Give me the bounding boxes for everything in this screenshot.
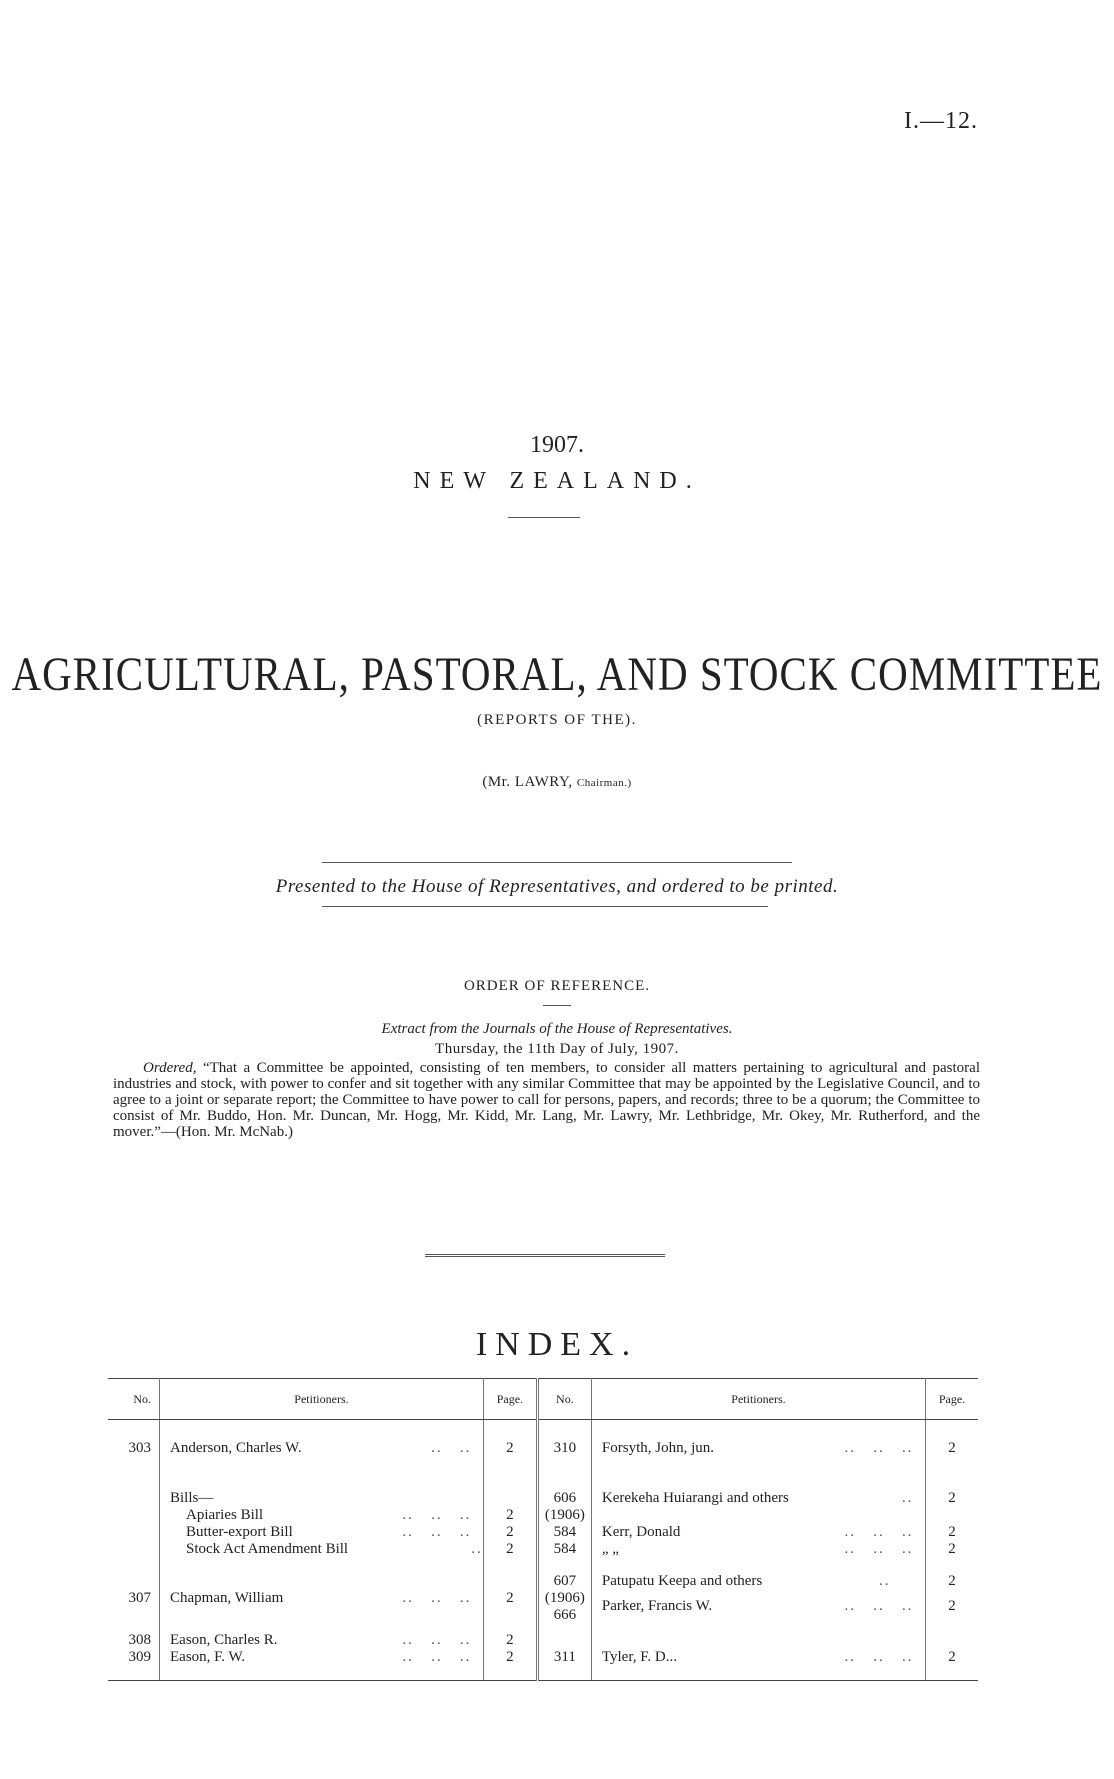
bill-name: Stock Act Amendment Bill [186, 1541, 349, 1557]
page-number: 2 [483, 1420, 537, 1479]
leader-dots: .. [902, 1490, 925, 1506]
leader-dots: .. .. .. [402, 1507, 483, 1523]
petitioner-name: Anderson, Charles W. [170, 1440, 302, 1456]
entry-number: 311 [537, 1624, 591, 1681]
leader-dots: .. .. .. [844, 1541, 925, 1557]
page-number: 2 [506, 1632, 514, 1648]
order-text [113, 1060, 980, 1140]
entry-year: (1906) [544, 1590, 585, 1606]
column-page: Page. [926, 1379, 979, 1420]
year: 1907. [530, 432, 584, 458]
petitioner-name: Patupatu Keepa and others [601, 1573, 763, 1589]
chairman-prefix: (Mr. [482, 774, 511, 790]
divider [543, 1005, 571, 1006]
entry-number: 666 [553, 1607, 577, 1623]
index-header-row [108, 1379, 978, 1420]
page-number: 2 [506, 1507, 514, 1523]
page-number: 2 [506, 1541, 514, 1557]
column-petitioners: Petitioners. [160, 1379, 484, 1420]
presented-line: Presented to the House of Representatives, and ordered to be printed. [275, 876, 839, 897]
entry-number: 303 [108, 1420, 160, 1479]
order-body: “That a Committee be appointed, consisting of ten members, to consider all matters pertaining to agricultural and pastoral industries and stock, with power to confer and sit together with any similar Committee that may be appointed by the Legislative Council, and to agree to a joint or separate report; the Committee to have power to call for persons, papers, and records; three to be a quorum; the Committee to consist of Mr. Buddo, Hon. Mr. Duncan, Mr. Hogg, Mr. Kidd, Mr. Lang, Mr. Lawry, Mr. Lethbridge, Mr. Okey, Mr. Rutherford, and the mover.”—(Hon. Mr. McNab.) [113, 1060, 981, 1140]
bill-name: Butter-export Bill [186, 1524, 293, 1540]
column-page: Page. [483, 1379, 537, 1420]
leader-dots: .. [471, 1541, 483, 1557]
entry-number: 584 [553, 1541, 577, 1557]
leader-dots: .. .. .. [402, 1524, 483, 1540]
petitioner-name: Eason, F. W. [170, 1649, 246, 1665]
petitioner-name: Parker, Francis W. [601, 1598, 713, 1614]
entry-number: 310 [537, 1420, 591, 1479]
entry-number: 607 [553, 1573, 577, 1589]
page-number: 2 [483, 1558, 537, 1624]
bill-name: Apiaries Bill [186, 1507, 264, 1523]
chairman-name: LAWRY, [514, 774, 573, 790]
divider [322, 862, 792, 863]
entry-number: 309 [128, 1649, 151, 1665]
table-row [108, 1558, 978, 1624]
index-heading: INDEX. [475, 1326, 639, 1363]
leader-dots: .. .. .. [402, 1649, 483, 1665]
index-table [108, 1378, 978, 1681]
petitioner-name: Chapman, William [170, 1590, 284, 1606]
entry-number: 307 [108, 1558, 160, 1624]
divider [508, 517, 580, 518]
ordered-word: Ordered, [143, 1060, 197, 1076]
page-number: 2 [948, 1573, 956, 1589]
table-row [108, 1624, 978, 1681]
column-petitioners: Petitioners. [591, 1379, 925, 1420]
petitioner-name: Forsyth, John, jun. [601, 1440, 714, 1456]
petitioner-name: Kerekeha Huiarangi and others [601, 1490, 789, 1506]
leader-dots: .. .. .. [844, 1440, 925, 1456]
petitioner-name: Kerr, Donald [601, 1524, 681, 1540]
page-number: 2 [948, 1541, 956, 1557]
page-number: 2 [948, 1524, 956, 1540]
table-row [108, 1420, 978, 1479]
petitioner-name: Tyler, F. D... [601, 1649, 677, 1665]
section-divider [425, 1254, 665, 1257]
page-number: 2 [506, 1524, 514, 1540]
leader-dots: .. .. .. [402, 1632, 483, 1648]
leader-dots: .. .. .. [402, 1590, 483, 1606]
ditto-marks: „ „ [601, 1541, 619, 1557]
country: NEW ZEALAND. [413, 468, 701, 494]
petitioner-name: Eason, Charles R. [170, 1632, 278, 1648]
entry-year: (1906) [544, 1507, 585, 1523]
leader-dots: .. [879, 1573, 925, 1589]
column-no: No. [537, 1379, 591, 1420]
table-row [108, 1478, 978, 1558]
leader-dots: .. .. .. [844, 1649, 925, 1665]
leader-dots: .. .. .. [844, 1524, 925, 1540]
page-number: 2 [948, 1490, 956, 1506]
page-reference: I.—12. [904, 108, 978, 134]
bills-heading: Bills— [170, 1490, 214, 1506]
page-number: 2 [506, 1649, 514, 1665]
chairman-suffix: Chairman.) [576, 777, 632, 789]
leader-dots: .. .. .. [844, 1598, 925, 1614]
page-number: 2 [948, 1598, 956, 1614]
extract-line: Extract from the Journals of the House of Representatives. [381, 1021, 733, 1037]
order-date: Thursday, the 11th Day of July, 1907. [435, 1041, 679, 1057]
chairman-line [0, 774, 1114, 791]
page-number: 2 [948, 1440, 956, 1456]
leader-dots: .. .. [431, 1440, 483, 1456]
entry-number: 606 [553, 1490, 577, 1506]
column-no: No. [108, 1379, 160, 1420]
document-title: AGRICULTURAL, PASTORAL, AND STOCK COMMITTEE [11, 647, 1103, 701]
divider [322, 906, 768, 907]
page-number: 2 [926, 1624, 979, 1681]
order-heading: ORDER OF REFERENCE. [463, 978, 651, 994]
document-subtitle: (REPORTS OF THE). [477, 712, 637, 728]
entry-number: 308 [128, 1632, 151, 1648]
entry-number: 584 [553, 1524, 577, 1540]
